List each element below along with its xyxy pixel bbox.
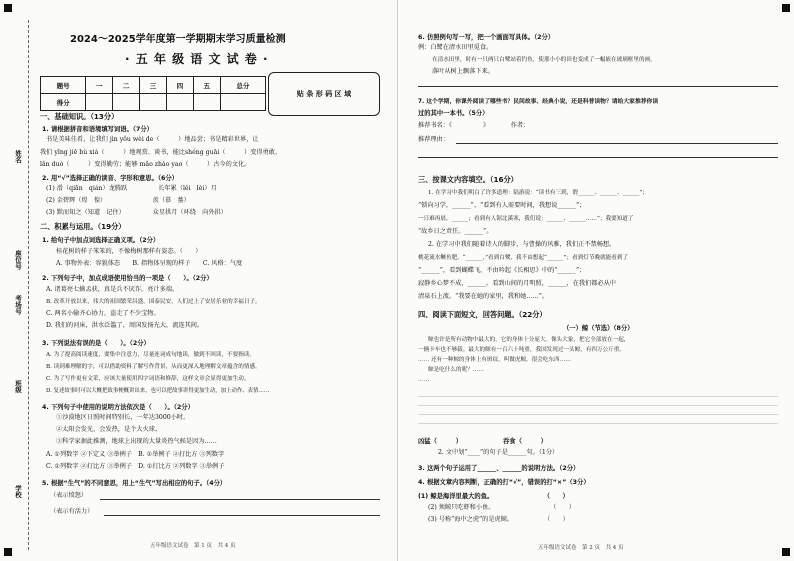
question-text: 一日难再晨，______；看到有人锯北溪寒，我们说：______、______……”；我要知道了 bbox=[418, 216, 634, 222]
score-cell[interactable] bbox=[113, 94, 140, 111]
question: 2. 下列句子中，加点成语使用恰当的一项是（ ）。（2分） bbox=[42, 275, 213, 282]
question: 1. 请根据拼音和语境填写词语。（7分） bbox=[42, 126, 153, 133]
question-option: B. 改革开放以来，伟大的祖国繁荣昌盛，国泰民安，人们过上了安居乐业的幸福日子。 bbox=[46, 299, 261, 305]
answer-line[interactable] bbox=[100, 499, 380, 500]
passage-text: …… bbox=[418, 377, 430, 383]
question-text: 在清水田里，时有一只两只白鹭站着钓鱼，使那小小的田也变成了一幅嵌在玻璃框里的画。 bbox=[432, 57, 656, 63]
question-option: D. 复述故事时可以大概把故事梗概讲出来，也可以把故事讲得更加生动，加上动作、表情…… bbox=[46, 388, 270, 394]
answer-line[interactable] bbox=[104, 515, 380, 516]
question: 过的其中一本书。（5分） bbox=[418, 110, 489, 117]
answer-line[interactable] bbox=[418, 86, 778, 87]
side-label-seat: 座位号 bbox=[14, 250, 22, 270]
question: 7. 这个学期，你课外阅读了哪些书？民间故事、经典小说，还是科普读物？请给大家推荐你读 bbox=[418, 99, 659, 105]
question-text: “故乡日之责任。______”。 bbox=[418, 228, 493, 235]
score-cell[interactable] bbox=[220, 94, 265, 111]
question: 2. 用“√”选择正确的读音、字形和意思。（6分） bbox=[42, 175, 179, 182]
answer-line[interactable] bbox=[418, 157, 778, 158]
question-text: 落叶从树上飘落下来。 bbox=[432, 68, 494, 75]
score-header-cell: 总分 bbox=[220, 77, 265, 94]
question: 3. 这两个句子运用了______、______的说明方法。（2分） bbox=[418, 465, 580, 472]
section-heading: 三、按课文内容填空。（16分） bbox=[418, 175, 518, 184]
score-header-cell: 二 bbox=[113, 77, 140, 94]
registration-mark bbox=[782, 4, 790, 12]
judgment-item: (3) 号称“海中之虎”的是虎鲸。 （ ） bbox=[428, 516, 569, 523]
question-option: B. 读到难理解的字，可以借助资料了解写作背景，从而更深入地理解文章蕴含的情感。 bbox=[46, 364, 261, 370]
judgment-item: (2) 须鲸只吃虾和小鱼。 （ ） bbox=[428, 504, 575, 511]
question-option: A. 为了提高阅读速度，要集中注意力，尽量连词成句地读，做到不回读，不要指读。 bbox=[46, 352, 255, 358]
side-label-name: 姓名 bbox=[14, 150, 22, 163]
score-table bbox=[40, 76, 266, 111]
score-header-cell: 题号 bbox=[41, 77, 86, 94]
question: (1) 鲸是海洋里最大的鱼。 （ ） bbox=[418, 493, 569, 500]
question-text: (1) 滑（qiān qián）龙腾跃 长年累（lěi lèi）月 bbox=[46, 185, 217, 192]
barcode-area: 贴 条 形 码 区 域 bbox=[268, 72, 380, 116]
registration-mark bbox=[4, 4, 12, 12]
question-text: ③科学家据此推测，地球上出现的大量炎热气候是因为…… bbox=[56, 438, 217, 445]
section-heading: 四、阅读下面短文，回答问题。（22分） bbox=[418, 310, 547, 319]
question: 5. 根据“生气”的不同意思，用上“生气”写出相应的句子。（4分） bbox=[42, 480, 227, 487]
question-text: 桃花流水鳜鱼肥。“______，”看到白鹭，我不由想起“______”；看到灯节晚就能看到了 bbox=[418, 255, 629, 261]
passage-text: 鲸是吃什么的呢？…… bbox=[428, 367, 484, 373]
question-text: 2. 文中划“____”的句子是______句。（1分） bbox=[438, 449, 559, 456]
question: 6. 仿照例句写一写，把一个画面写具体。（2分） bbox=[418, 34, 555, 41]
question-text: 寂静乡心梦不成，______。看到山间的月明照，______，在我们都必从中 bbox=[418, 280, 616, 287]
question-text: “锁向习学，______”、“看到有人需要时间，我想说______”； bbox=[418, 202, 586, 209]
question-text: 例：白鹭在清水田里觅食。 bbox=[418, 44, 493, 51]
side-label-school: 学校 bbox=[14, 485, 22, 498]
question: 1. 给句子中加点词选择正确义项。（2分） bbox=[42, 237, 160, 244]
question-text: 清泉石上流。“我要在她的家里，我和她……”。 bbox=[418, 293, 549, 300]
question: 凶猛（ ） 吞食（ ） bbox=[418, 438, 548, 445]
question-option: C. 两名小偷齐心协力，盗走了不少宝物。 bbox=[46, 310, 160, 317]
question-option: D. 我们的河床，洪水泛滥了，周国发扬光大，流连其间。 bbox=[46, 322, 204, 329]
question-text: lǎn duò（ ）变得勤劳；能够 mǎo zhào yao（ ）古今的文化。 bbox=[40, 161, 251, 168]
question-option: C. 为了写作更有文采，应该大量使用四字词语和修辞，这样文章会显得更加生动。 bbox=[46, 376, 250, 382]
question-option: A. ①列数字 ②下定义 ③举例子 B. ①举例子 ②打比方 ③列数字 bbox=[46, 451, 225, 458]
side-label-room: 考场号 bbox=[14, 295, 22, 315]
question-text: ①沙漠地区日照时间特别长，一年达3000小时。 bbox=[56, 414, 190, 421]
exam-title: 2024～2025学年度第一学期期末学习质量检测 bbox=[70, 34, 286, 45]
question-text: 书是美味佳肴，让我们 jìn yǒu wèi de（ ）地品尝；书是精彩世界，让 bbox=[46, 136, 259, 143]
answer-prompt: （表示有活力） bbox=[50, 508, 94, 515]
question-text: (3) 默而知之（知道 记住） 众星拱月（环绕 向外拱） bbox=[46, 209, 227, 216]
score-cell[interactable] bbox=[140, 94, 167, 111]
score-cell[interactable] bbox=[166, 94, 193, 111]
passage-title: （一）鲸（节选）（8分） bbox=[563, 325, 634, 332]
score-cell[interactable] bbox=[193, 94, 220, 111]
registration-mark bbox=[782, 548, 790, 556]
recommend-reason: 推荐理由： bbox=[418, 136, 449, 143]
question-text: 桂花树的样子笨笨的，不像梅树那样有姿态。（ ） bbox=[56, 248, 202, 255]
question-option: A. 事物外表：容貌体态 B. 指物体呈现的样子 C. 风格：气度 bbox=[56, 260, 243, 267]
section-heading: 二、积累与运用。（19分） bbox=[40, 222, 126, 231]
question-text: 我们 yǐng jiē bù xiá（ ）地观赏、谈书，能比shéng guāi（ ）变得勇敢， bbox=[40, 149, 282, 156]
score-header-cell: 四 bbox=[166, 77, 193, 94]
question-text: 1. 在学习中我们明白了许多道理：陆游说：“读书有三到，谓______、______、______”； bbox=[428, 190, 648, 196]
passage-text: …… 还有一种鲸的身体上有斑纹，叫做虎鲸，很会吃东西…… bbox=[418, 357, 571, 363]
question-option: A. 诸葛亮七擒孟获，真是兵不厌诈，亮计多端。 bbox=[46, 286, 179, 293]
passage-body-lines bbox=[418, 388, 778, 430]
score-header-cell: 一 bbox=[86, 77, 113, 94]
question: 4. 根据文章内容判断，正确的打“√”，错误的打“×”（3分） bbox=[418, 479, 590, 486]
exam-subtitle: · 五 年 级 语 文 试 卷 · bbox=[125, 52, 269, 66]
question: 4. 下列句子中使用的说明方法依次是（ ）。（2分） bbox=[42, 404, 194, 411]
score-cell[interactable] bbox=[86, 94, 113, 111]
question-text: (2) 金碧辉（煌 惶） 羡（慕 墓） bbox=[46, 197, 190, 204]
page-footer: 五年级语文试卷 第 1 页 共 4 页 bbox=[150, 543, 236, 549]
registration-mark bbox=[4, 548, 12, 556]
score-header-cell: 三 bbox=[140, 77, 167, 94]
binding-line bbox=[28, 20, 29, 550]
question-text: ②太阳会发光，会发热，是个大火球。 bbox=[56, 426, 162, 433]
passage-text: 一辆卡车也不够载。最大的鲸有一百六十吨重，我国发现过一头鲸，有四万公斤重。 bbox=[418, 347, 625, 353]
recommend-book: 推荐书名：《 》 作者： bbox=[418, 122, 530, 129]
passage-text: 鲸也许是所有动物中最大的，它的身体十分庞大。像头大象，把它全部放在一起， bbox=[428, 337, 630, 343]
question-text: “______”，看到蝴蝶飞，不由吟起《长相思》中的“______”； bbox=[418, 267, 586, 274]
question-option: C. ①列数字 ②打比方 ③举例子 D. ①打比方 ②列数字 ③举例子 bbox=[46, 463, 225, 470]
side-label-class: 班级 bbox=[14, 380, 22, 393]
question-text: 2. 在学习中我们随着诗人的脚步，与曹操的风雅，我们正不禁畅想。 bbox=[428, 241, 616, 248]
score-row-label: 得分 bbox=[41, 94, 86, 111]
answer-line[interactable] bbox=[456, 143, 778, 144]
right-page bbox=[397, 0, 794, 561]
page-footer: 五年级语文试卷 第 2 页 共 4 页 bbox=[538, 545, 624, 551]
score-header-cell: 五 bbox=[193, 77, 220, 94]
question: 3. 下列说法有误的是（ ）。（2分） bbox=[42, 340, 150, 347]
section-heading: 一、基础知识。（13分） bbox=[40, 112, 119, 121]
answer-prompt: （表示愤怒） bbox=[50, 492, 88, 499]
